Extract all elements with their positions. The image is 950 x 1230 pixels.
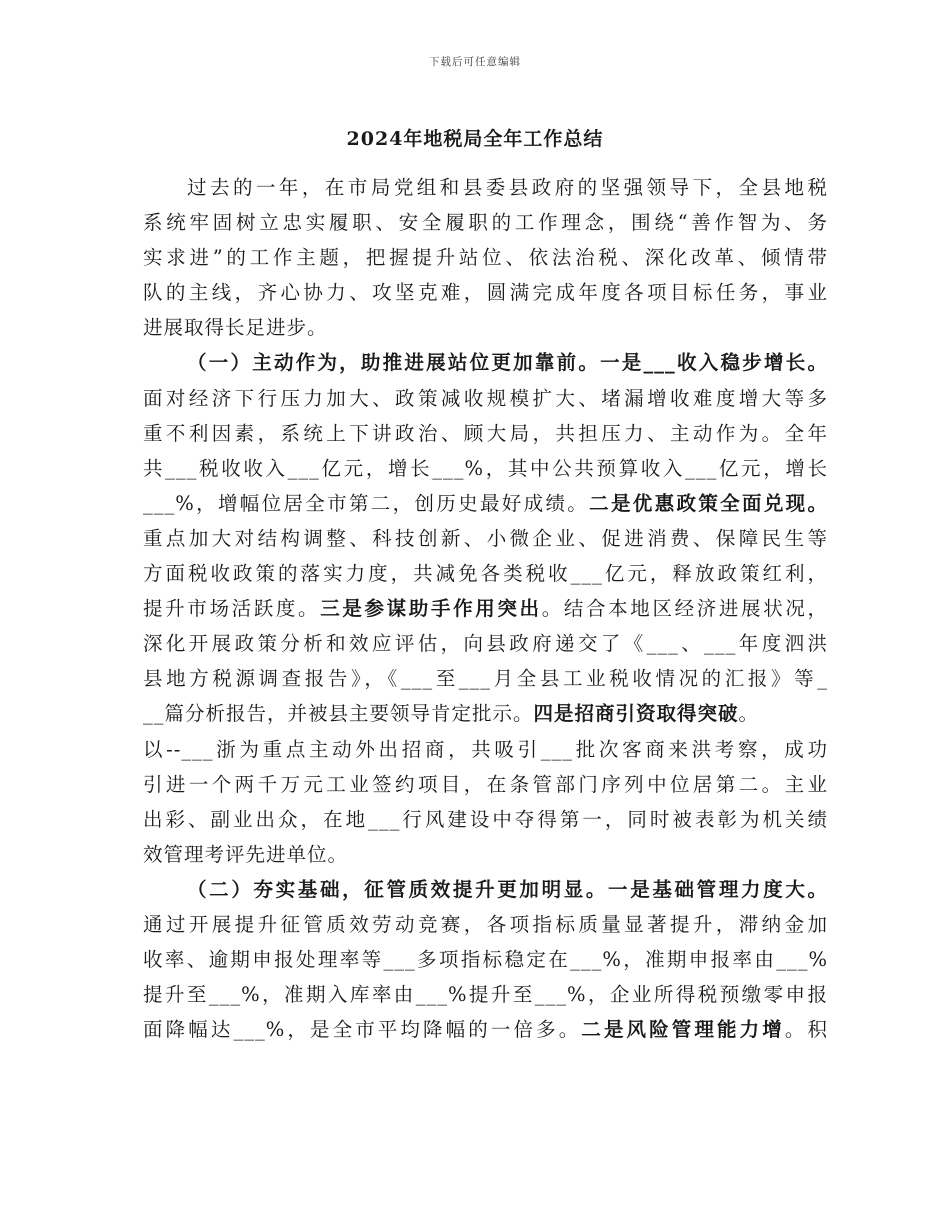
text-segment: 队的主线，齐心协力、攻坚克难，圆满完成年度各项目标任务，事业 (143, 281, 828, 305)
page-header: 下载后可任意编辑 (429, 56, 521, 68)
text-segment: 重不利因素，系统上下讲政治、顾大局，共担压力、主动作为。全年 (143, 421, 828, 445)
text-segment: 提升至___%，准期入库率由___%提升至___%，企业所得税预缴零申报 (143, 983, 828, 1007)
document-body (143, 170, 828, 1047)
text-segment: 。积 (784, 1018, 828, 1042)
text-line (143, 837, 828, 872)
bold-text-segment: 四是招商引资取得突破 (533, 702, 739, 726)
bold-text-segment: 二是风险管理能力增 (581, 1018, 785, 1042)
text-line (143, 626, 828, 661)
text-segment: 提升市场活跃度。 (143, 597, 321, 621)
text-segment: 县地方税源调查报告》，《___至___月全县工业税收情况的汇报》等_ (143, 667, 828, 691)
text-segment: 过去的一年，在市局党组和县委县政府的坚强领导下，全县地税 (187, 176, 828, 199)
text-line (143, 802, 828, 837)
text-segment: 。 (738, 702, 760, 726)
text-segment: 系统牢固树立忠实履职、安全履职的工作理念，围绕“善作智为、务 (143, 211, 828, 235)
text-line (143, 345, 828, 380)
text-line (143, 205, 828, 240)
text-line (143, 556, 828, 591)
bold-text-segment: （二）夯实基础，征管质效提升更加明显。一是基础管理力度大。 (187, 877, 828, 901)
bold-text-segment: 三是参谋助手作用突出 (320, 597, 542, 621)
text-line (143, 1012, 828, 1047)
text-line (143, 486, 828, 521)
text-segment: 面降幅达___%，是全市平均降幅的一倍多。 (143, 1018, 582, 1042)
text-segment: 方面税收政策的落实力度，共减免各类税收___亿元，释放政策红利， (143, 562, 828, 586)
text-line (143, 767, 828, 802)
text-line (143, 451, 828, 486)
text-segment: 出彩、副业出众，在地___行风建设中夺得第一，同时被表彰为机关绩 (143, 807, 828, 831)
text-segment: 引进一个两千万元工业签约项目，在条管部门序列中位居第二。主业 (143, 772, 828, 796)
text-line (143, 275, 828, 310)
text-line (143, 591, 828, 626)
text-segment: 共___税收收入___亿元，增长___%，其中公共预算收入___亿元，增长 (143, 456, 828, 480)
text-line (143, 732, 828, 767)
text-line (143, 416, 828, 451)
text-line (143, 310, 828, 345)
text-line (143, 696, 828, 731)
text-line (143, 907, 828, 942)
text-segment: 实求进”的工作主题，把握提升站位、依法治税、深化改革、倾情带 (143, 246, 828, 270)
document-title: 2024年地税局全年工作总结 (346, 128, 604, 150)
text-line (143, 170, 828, 205)
text-line (143, 521, 828, 556)
text-segment: 收率、逾期申报处理率等___多项指标稳定在___%，准期申报率由___% (143, 948, 828, 972)
bold-text-segment: （一）主动作为，助推进展站位更加靠前。一是___收入稳步增长。 (187, 351, 828, 375)
text-line (143, 872, 828, 907)
text-segment: 以--___浙为重点主动外出招商，共吸引___批次客商来洪考察，成功 (143, 737, 828, 761)
text-line (143, 240, 828, 275)
text-segment: 重点加大对结构调整、科技创新、小微企业、促进消费、保障民生等 (143, 526, 828, 550)
text-segment: 进展取得长足进步。 (143, 316, 328, 340)
bold-text-segment: 二是优惠政策全面兑现。 (589, 491, 828, 515)
text-segment: 效管理考评先进单位。 (143, 842, 349, 866)
text-segment: 通过开展提升征管质效劳动竞赛，各项指标质量显著提升，滞纳金加 (143, 912, 828, 936)
text-segment: 深化开展政策分析和效应评估，向县政府递交了《___、___年度泗洪 (143, 632, 828, 656)
text-segment: 。结合本地区经济进展状况， (541, 597, 828, 621)
text-line (143, 977, 828, 1012)
text-segment: __篇分析报告，并被县主要领导肯定批示。 (143, 702, 534, 726)
text-line (143, 942, 828, 977)
text-line (143, 661, 828, 696)
text-line (143, 381, 828, 416)
text-segment: 面对经济下行压力加大、政策减收规模扩大、堵漏增收难度增大等多 (143, 386, 828, 410)
text-segment: ___%，增幅位居全市第二，创历史最好成绩。 (143, 491, 590, 515)
